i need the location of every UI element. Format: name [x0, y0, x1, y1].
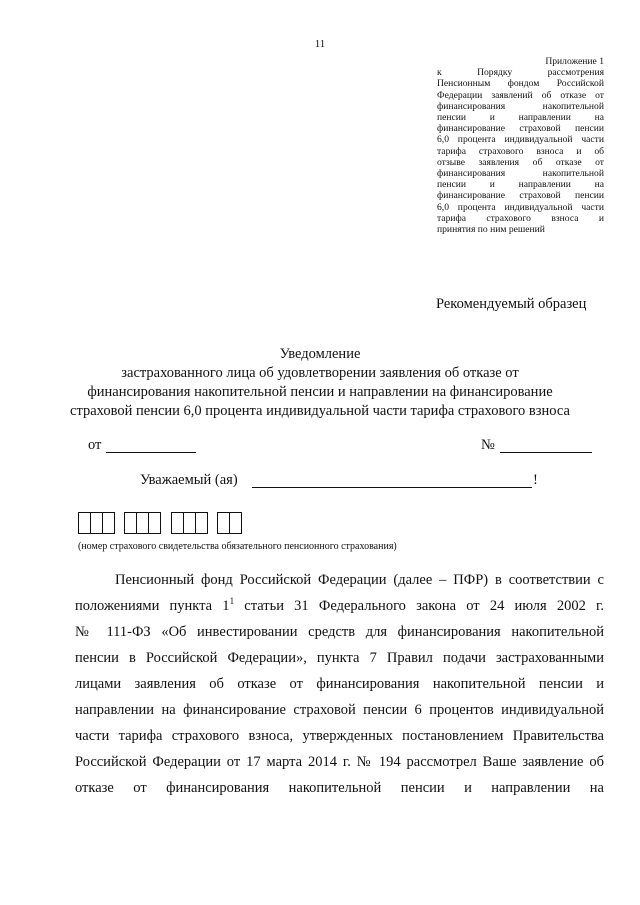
number-blank-line: [500, 452, 592, 453]
appendix-line: финансирования накопительной: [437, 100, 604, 112]
body-line: части тарифа страхового взноса, утвержденных постановлением Правительства: [75, 728, 604, 744]
appendix-line: пенсии и направлении на: [437, 179, 604, 191]
sample-label: Рекомендуемый образец: [436, 296, 587, 312]
snils-group: [78, 512, 113, 535]
appendix-line: пенсии и направлении на: [437, 112, 604, 124]
snils-boxes: [78, 512, 252, 535]
appendix-reference: [437, 56, 604, 235]
body-line: Пенсионный фонд Российской Федерации (далее – ПФР) в соответствии с: [115, 572, 604, 588]
appendix-line: 6,0 процента индивидуальной части: [437, 134, 604, 146]
greeting-label: Уважаемый (ая): [140, 472, 238, 488]
body-paragraph: [75, 567, 604, 801]
snils-cell: [195, 512, 208, 534]
appendix-title: Приложение 1: [545, 56, 604, 67]
body-line: [75, 593, 604, 619]
appendix-line: принятия по ним решений: [437, 224, 545, 236]
snils-caption: (номер страхового свидетельства обязательного пенсионного страхования): [78, 541, 397, 552]
date-blank-line: [106, 452, 196, 453]
notice-title: Уведомление: [279, 346, 361, 362]
notice-subtitle-line: финансирования накопительной пенсии и направлении на финансирование: [87, 384, 553, 400]
appendix-line: тарифа страхового взноса и: [437, 212, 604, 224]
body-line: направлении на финансирование страховой пенсии 6 процентов индивидуальной: [75, 702, 604, 718]
from-label: от: [88, 437, 102, 453]
snils-group: [171, 512, 206, 535]
body-line: пенсии в Российской Федерации», пункта 7 Правил подачи застрахованными: [75, 650, 604, 666]
appendix-line: финансирование страховой пенсии: [437, 123, 604, 135]
notice-heading: [0, 345, 640, 421]
name-blank-line: [252, 487, 532, 488]
body-line: отказе от финансирования накопительной пенсии и направлении на: [75, 780, 604, 796]
body-text-fragment: статьи 31 Федерального закона от 24 июля 2002 г.: [234, 598, 604, 614]
appendix-line: Пенсионным фондом Российской: [437, 78, 604, 90]
appendix-line: 6,0 процента индивидуальной части: [437, 201, 604, 213]
footnote-superscript: 1: [229, 596, 235, 606]
body-line: лицами заявления об отказе от финансирования накопительной пенсии и: [75, 676, 604, 692]
appendix-line: к Порядку рассмотрения: [437, 67, 604, 79]
appendix-line: тарифа страхового взноса и об: [437, 145, 604, 157]
notice-subtitle-line: застрахованного лица об удовлетворении заявления об отказе от: [121, 365, 519, 381]
body-line: Российской Федерации от 17 марта 2014 г. № 194 рассмотрел Ваше заявление об: [75, 754, 604, 770]
notice-subtitle-line: страховой пенсии 6,0 процента индивидуальной части тарифа страхового взноса: [70, 403, 570, 419]
appendix-line: отзыве заявления об отказе от: [437, 156, 604, 168]
snils-group: [217, 512, 241, 535]
snils-cell: [148, 512, 161, 534]
snils-group: [124, 512, 159, 535]
page-number: 11: [314, 38, 326, 50]
greeting-exclamation: !: [533, 472, 538, 488]
appendix-line: финансирования накопительной: [437, 168, 604, 180]
snils-cell: [102, 512, 115, 534]
number-label: №: [481, 437, 495, 453]
snils-cell: [229, 512, 242, 534]
appendix-line: финансирование страховой пенсии: [437, 190, 604, 202]
body-text-fragment: положениями пункта 1: [75, 598, 230, 614]
body-line: № 111-ФЗ «Об инвестировании средств для финансирования накопительной: [75, 624, 604, 640]
appendix-line: Федерации заявлений об отказе от: [437, 89, 604, 101]
